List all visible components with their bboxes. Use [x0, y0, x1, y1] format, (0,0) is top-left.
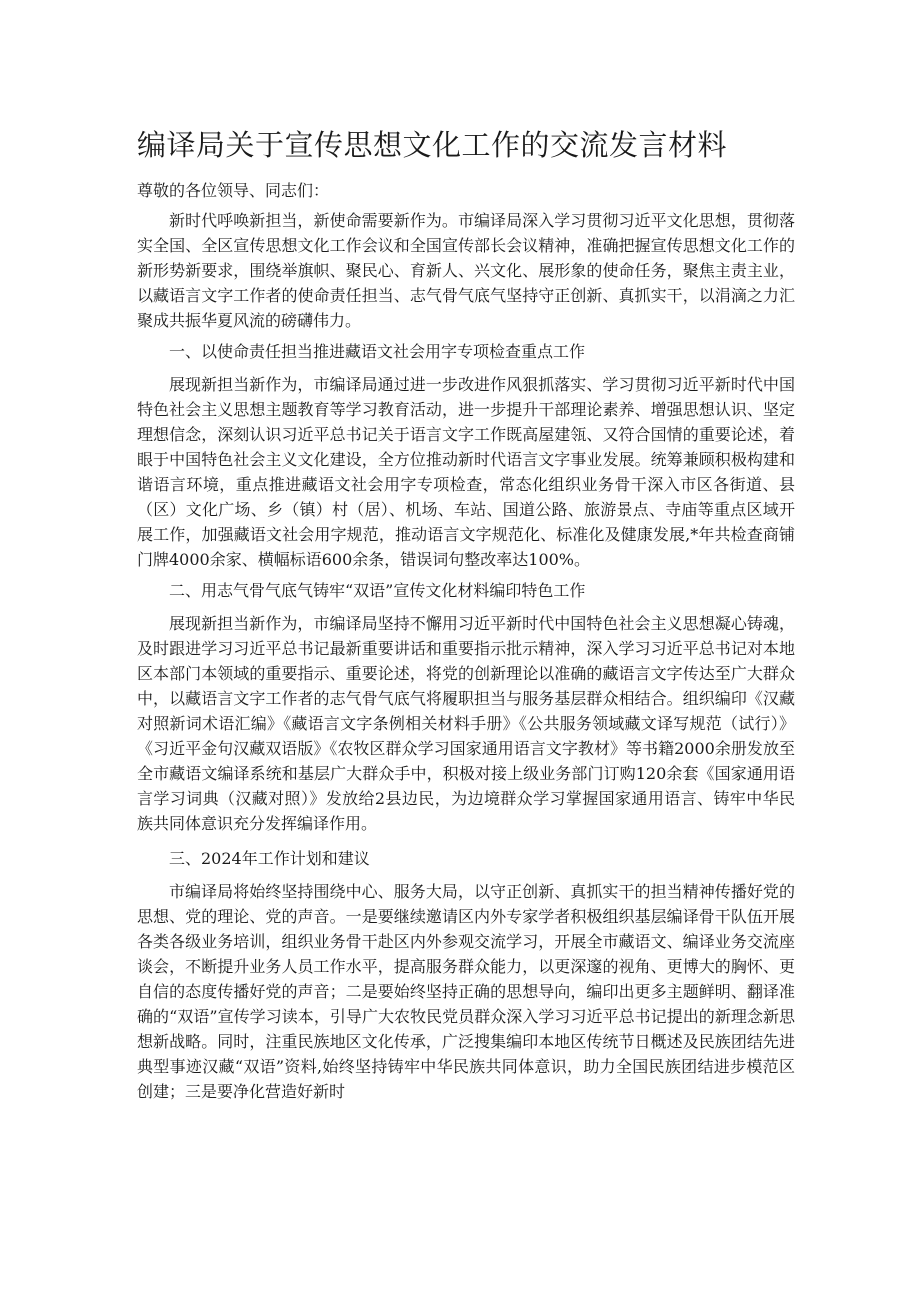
section-3-heading: 三、2024年工作计划和建议 [169, 849, 370, 868]
section-2-body: 展现新担当新作为，市编译局坚持不懈用习近平新时代中国特色社会主义思想凝心铸魂，及时跟进学习习近平总书记最新重要讲话和重要指示批示精神，深入学习习近平总书记对本地区本部门本领域的重要指示、重要论述，将党的创新理论以准确的藏语言文字传达至广大群众中，以藏语言文字工作者的志气骨气底气将履职担当与服务基层群众相结合。组织编印《汉藏对照新词术语汇编》《藏语言文字条例相关材料手册》《公共服务领域藏文译写规范（试行）》《习近平金句汉藏双语版》《农牧区群众学习国家通用语言文字教材》等书籍2000余册发放至全市藏语文编译系统和基层广大群众手中，积极对接上级业务部门订购120余套《国家通用语言学习词典（汉藏对照）》发放给2县边民，为边境群众学习掌握国家通用语言、铸牢中华民族共同体意识充分发挥编译作用。 [137, 614, 795, 833]
section-1-body: 展现新担当新作为，市编译局通过进一步改进作风狠抓落实、学习贯彻习近平新时代中国特色社会主义思想主题教育等学习教育活动，进一步提升干部理论素养、增强思想认识、坚定理想信念，深刻认识习近平总书记关于语言文字工作既高屋建瓴、又符合国情的重要论述，着眼于中国特色社会主义文化建设，全方位推动新时代语言文字事业发展。统筹兼顾积极构建和谐语言环境，重点推进藏语文社会用字专项检查，常态化组织业务骨干深入市区各街道、县（区）文化广场、乡（镇）村（居）、机场、车站、国道公路、旅游景点、寺庙等重点区域开展工作，加强藏语文社会用字规范，推动语言文字规范化、标准化及健康发展,*年共检查商铺门牌4000余家、横幅标语600余条，错误词句整改率达100%。 [137, 375, 795, 569]
section-1-heading: 一、以使命责任担当推进藏语文社会用字专项检查重点工作 [169, 342, 586, 361]
section-2-heading: 二、用志气骨气底气铸牢“双语”宣传文化材料编印特色工作 [169, 581, 586, 600]
section-3-body: 市编译局将始终坚持围绕中心、服务大局，以守正创新、真抓实干的担当精神传播好党的思想、党的理论、党的声音。一是要继续邀请区内外专家学者积极组织基层编译骨干队伍开展各类各级业务培训，组织业务骨干赴区内外参观交流学习，开展全市藏语文、编译业务交流座谈会，不断提升业务人员工作水平，提高服务群众能力，以更深邃的视角、更博大的胸怀、更自信的态度传播好党的声音；二是要始终坚持正确的思想导向，编印出更多主题鲜明、翻译准确的“双语”宣传学习读本，引导广大农牧民党员群众深入学习习近平总书记提出的新理念新思想新战略。同时，注重民族地区文化传承，广泛搜集编印本地区传统节日概述及民族团结先进典型事迹汉藏“双语”资料,始终坚持铸牢中华民族共同体意识，助力全国民族团结进步模范区创建；三是要净化营造好新时 [137, 882, 795, 1101]
document-page [137, 125, 795, 1110]
salutation: 尊敬的各位领导、同志们： [137, 181, 330, 200]
document-title: 编译局关于宣传思想文化工作的交流发言材料 [137, 128, 728, 162]
intro-paragraph: 新时代呼唤新担当，新使命需要新作为。市编译局深入学习贯彻习近平文化思想，贯彻落实全国、全区宣传思想文化工作会议和全国宣传部长会议精神，准确把握宣传思想文化工作的新形势新要求，围绕举旗帜、聚民心、育新人、兴文化、展形象的使命任务，聚焦主责主业，以藏语言文字工作者的使命责任担当、志气骨气底气坚持守正创新、真抓实干，以涓滴之力汇聚成共振华夏风流的磅礴伟力。 [137, 211, 795, 330]
